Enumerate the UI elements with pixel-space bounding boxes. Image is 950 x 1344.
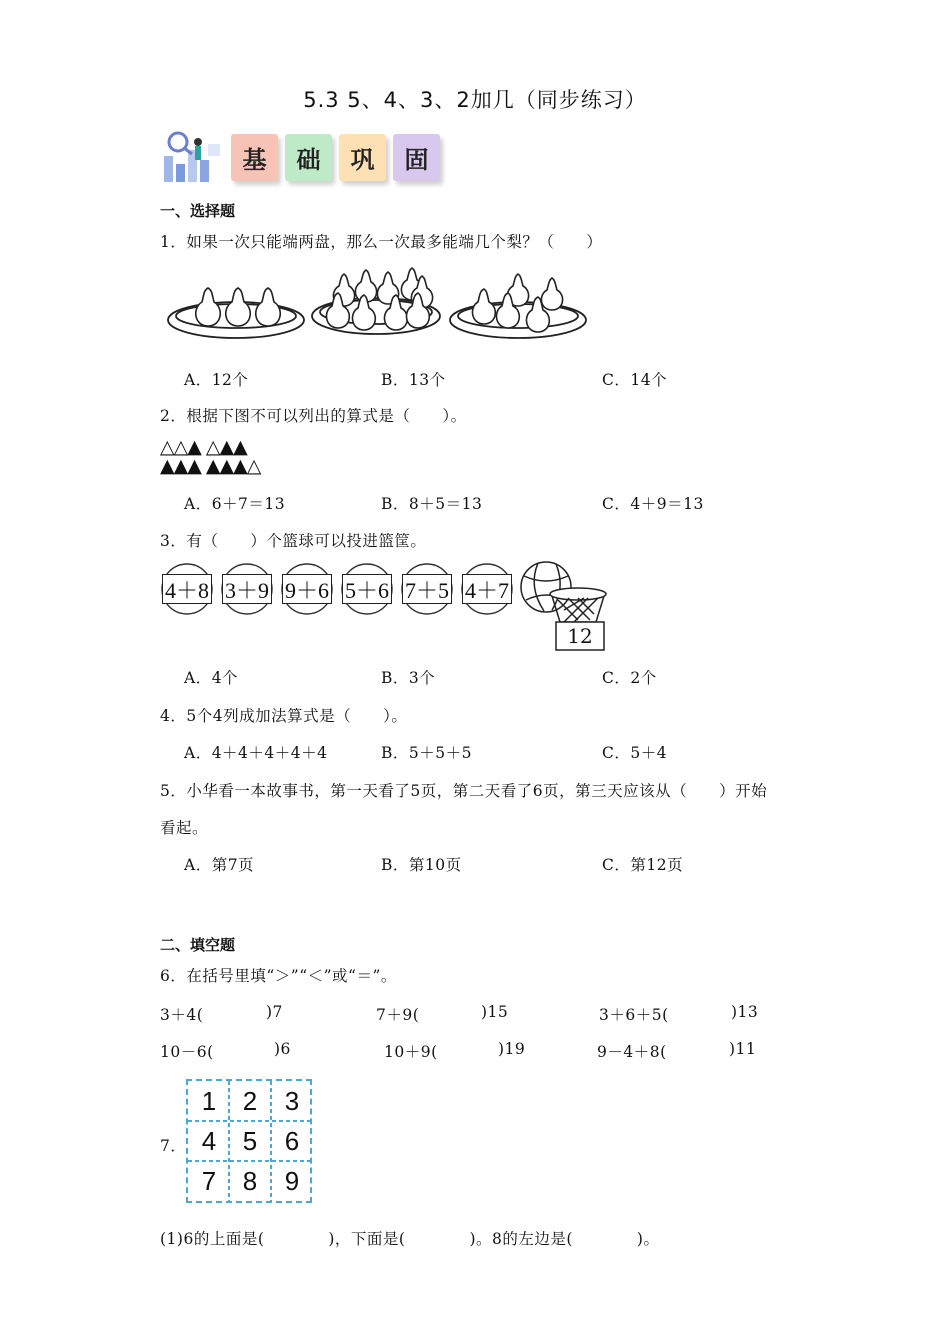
q6-item-2-left: 7＋9( <box>376 1006 420 1024</box>
grid-cell-9: 9 <box>284 1166 300 1196</box>
q6-item-3-left: 3＋6＋5( <box>599 1006 669 1024</box>
grid-cell-6: 6 <box>284 1126 300 1156</box>
question-1-text: 1．如果一次只能端两盘，那么一次最多能端几个梨？（ ） <box>160 233 603 251</box>
q5-option-c: C．第12页 <box>602 856 684 874</box>
triangles-row-2: ▲▲▲ ▲▲▲△ <box>160 455 261 477</box>
pears-on-plates-image <box>166 266 590 346</box>
question-7-label: 7． <box>160 1137 187 1155</box>
grid-cell-5: 5 <box>242 1126 258 1156</box>
q1-option-c: C．14个 <box>602 371 668 389</box>
q1-option-a: A．12个 <box>184 371 249 389</box>
expr-box-5: 7＋5 <box>402 574 452 604</box>
question-7-sub-1: (1)6的上面是( )，下面是( )。8的左边是( )。 <box>160 1230 660 1248</box>
question-5-line-1: 5．小华看一本故事书，第一天看了5页，第二天看了6页，第三天应该从（ ）开始 <box>160 782 768 800</box>
q6-item-4-right: )6 <box>274 1040 291 1058</box>
grid-cell-4: 4 <box>201 1126 217 1156</box>
q2-option-c: C．4＋9＝13 <box>602 495 704 513</box>
q5-option-a: A．第7页 <box>184 856 255 874</box>
grid-cell-2: 2 <box>242 1086 258 1116</box>
target-number: 12 <box>567 624 593 648</box>
q2-option-b: B．8＋5＝13 <box>381 495 483 513</box>
q3-option-a: A．4个 <box>184 669 239 687</box>
q6-item-1-right: )7 <box>266 1003 283 1021</box>
expr-box-2: 3＋9 <box>222 574 272 604</box>
q6-item-2-right: )15 <box>481 1003 509 1021</box>
grid-cell-3: 3 <box>284 1086 300 1116</box>
page-title: 5.3 5、4、3、2加几（同步练习） <box>303 88 647 112</box>
grid-cell-7: 7 <box>201 1166 217 1196</box>
grid-cell-1: 1 <box>201 1086 217 1116</box>
q1-option-b: B．13个 <box>381 371 446 389</box>
question-2-text: 2．根据下图不可以列出的算式是（ ）。 <box>160 407 467 425</box>
q3-option-b: B．3个 <box>381 669 436 687</box>
question-5-line-2: 看起。 <box>160 819 209 837</box>
number-grid <box>186 1079 312 1203</box>
q2-option-a: A．6＋7＝13 <box>184 495 286 513</box>
q6-item-6-left: 9－4＋8( <box>597 1043 667 1061</box>
q3-option-c: C．2个 <box>602 669 657 687</box>
section-heading-fill: 二、填空题 <box>160 936 236 954</box>
triangles-row-1: △△▲ △▲▲ <box>160 436 247 458</box>
q6-item-5-left: 10＋9( <box>384 1043 438 1061</box>
banner-tile-gu: 固 <box>393 134 440 181</box>
q6-item-3-right: )13 <box>731 1003 759 1021</box>
banner-tile-ji: 基 <box>231 134 278 181</box>
q4-option-b: B．5＋5＋5 <box>381 744 472 762</box>
expr-box-3: 9＋6 <box>282 574 332 604</box>
banner-tile-gong: 巩 <box>339 134 386 181</box>
q6-item-6-right: )11 <box>729 1040 757 1058</box>
q6-item-5-right: )19 <box>498 1040 526 1058</box>
expr-box-6: 4＋7 <box>462 574 512 604</box>
question-6-text: 6．在括号里填“＞”“＜”或“＝”。 <box>160 967 397 985</box>
banner-tile-chu: 础 <box>285 134 332 181</box>
question-4-text: 4．5个4列成加法算式是（ ）。 <box>160 707 408 725</box>
q4-option-a: A．4＋4＋4＋4＋4 <box>184 744 328 762</box>
grid-cell-8: 8 <box>242 1166 258 1196</box>
q4-option-c: C．5＋4 <box>602 744 668 762</box>
question-3-text: 3．有（ ）个篮球可以投进篮筐。 <box>160 532 427 550</box>
expr-box-4: 5＋6 <box>342 574 392 604</box>
q5-option-b: B．第10页 <box>381 856 462 874</box>
q6-item-1-left: 3＋4( <box>160 1006 204 1024</box>
section-heading-choice: 一、选择题 <box>160 202 236 220</box>
chart-person-icon <box>160 128 222 188</box>
expr-box-1: 4＋8 <box>162 574 212 604</box>
q6-item-4-left: 10－6( <box>160 1043 214 1061</box>
